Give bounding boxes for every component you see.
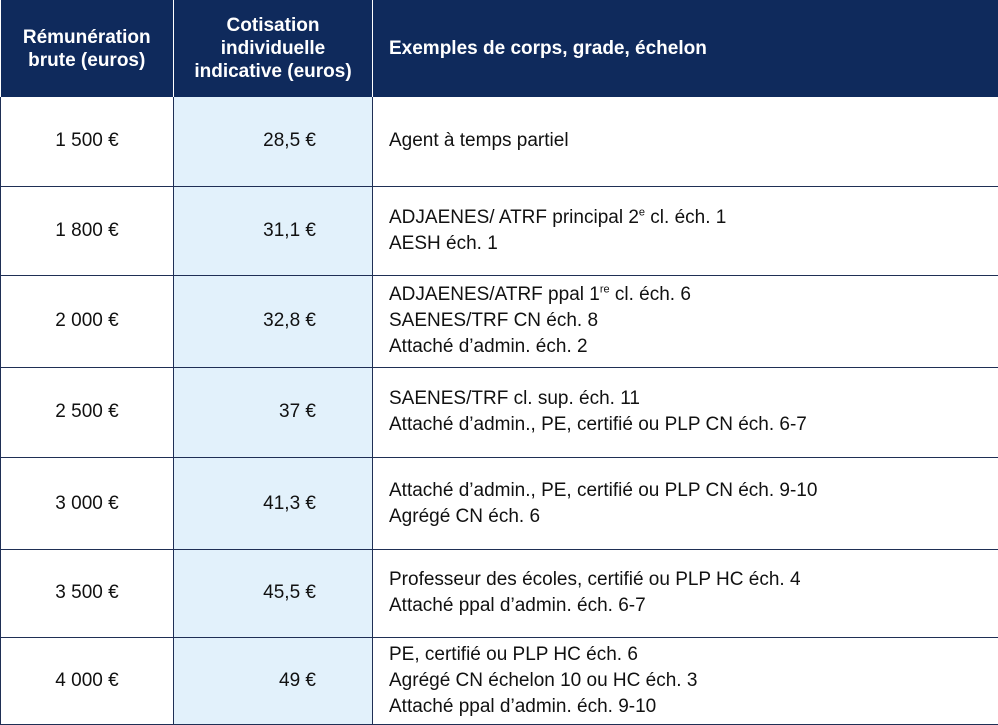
exemple-line — [389, 694, 997, 720]
exemple-text: Agrégé CN échelon 10 ou HC éch. 3 — [389, 669, 698, 691]
exemple-line — [389, 308, 997, 334]
exemple-line — [389, 412, 997, 438]
cell-remuneration: 1 500 € — [1, 97, 174, 186]
cell-remuneration: 4 000 € — [1, 637, 174, 724]
table-row — [1, 97, 998, 186]
header-line: Rémunération — [22, 26, 151, 48]
cell-exemples — [373, 276, 998, 367]
exemple-text: AESH éch. 1 — [389, 233, 498, 255]
exemple-text: ADJAENES/ATRF ppal 1 — [389, 284, 600, 306]
header-row — [1, 0, 998, 97]
cell-cotisation: 28,5 € — [174, 97, 373, 186]
cell-cotisation: 45,5 € — [174, 550, 373, 637]
header-line: individuelle — [220, 38, 326, 59]
cell-cotisation: 49 € — [174, 637, 373, 724]
exemple-text: Agent à temps partiel — [389, 130, 569, 152]
exemple-line — [389, 205, 997, 231]
exemple-text: Attaché d’admin., PE, certifié ou PLP CN éch. 6-7 — [389, 414, 807, 436]
ordinal-suffix: e — [638, 206, 646, 219]
cell-exemples — [373, 186, 998, 275]
exemple-line — [389, 567, 997, 593]
cell-exemples — [373, 97, 998, 186]
table-row — [1, 637, 998, 724]
exemple-text: Attaché ppal d’admin. éch. 6-7 — [389, 595, 646, 617]
cell-remuneration: 2 000 € — [1, 276, 174, 367]
header-exemples: Exemples de corps, grade, échelon — [373, 0, 998, 97]
exemple-line — [389, 642, 997, 668]
cell-cotisation: 32,8 € — [174, 276, 373, 367]
table-row — [1, 457, 998, 549]
exemple-text: Attaché d’admin. éch. 2 — [389, 336, 588, 358]
cell-cotisation: 37 € — [174, 367, 373, 457]
exemple-text: Attaché ppal d’admin. éch. 9-10 — [389, 695, 657, 717]
exemple-line — [389, 282, 997, 308]
cell-remuneration: 1 800 € — [1, 186, 174, 275]
exemple-line — [389, 334, 997, 360]
exemple-line — [389, 386, 997, 412]
ordinal-suffix: re — [599, 284, 610, 297]
header-line: Cotisation — [226, 15, 320, 36]
exemple-text: Attaché d’admin., PE, certifié ou PLP CN éch. 9-10 — [389, 479, 818, 501]
exemple-text: Professeur des écoles, certifié ou PLP HC éch. 4 — [389, 569, 801, 591]
exemple-text: cl. éch. 1 — [645, 207, 727, 229]
exemple-line — [389, 668, 997, 694]
exemple-line — [389, 504, 997, 530]
cell-remuneration: 3 000 € — [1, 457, 174, 549]
table-row — [1, 550, 998, 637]
exemple-line — [389, 478, 997, 504]
cell-cotisation: 31,1 € — [174, 186, 373, 275]
cell-remuneration: 2 500 € — [1, 367, 174, 457]
exemple-line — [389, 593, 997, 619]
table-row — [1, 367, 998, 457]
exemple-text: cl. éch. 6 — [609, 284, 691, 306]
cell-exemples — [373, 367, 998, 457]
exemple-text: SAENES/TRF cl. sup. éch. 11 — [389, 388, 640, 410]
cell-cotisation: 41,3 € — [174, 457, 373, 549]
header-cotisation — [174, 0, 373, 97]
exemple-text: PE, certifié ou PLP HC éch. 6 — [389, 643, 638, 665]
exemple-text: Agrégé CN éch. 6 — [389, 505, 541, 527]
table-header — [1, 0, 998, 97]
header-remuneration — [1, 0, 174, 97]
cell-exemples — [373, 457, 998, 549]
exemple-line — [389, 128, 997, 154]
table-body — [1, 97, 998, 725]
exemple-text: ADJAENES/ ATRF principal 2 — [389, 207, 639, 229]
header-line: brute (euros) — [28, 49, 146, 71]
table-row — [1, 186, 998, 275]
cell-exemples — [373, 637, 998, 724]
header-line: indicative (euros) — [194, 61, 352, 82]
cell-remuneration: 3 500 € — [1, 550, 174, 637]
exemple-line — [389, 231, 997, 257]
table-row — [1, 276, 998, 367]
cell-exemples — [373, 550, 998, 637]
exemple-text: SAENES/TRF CN éch. 8 — [389, 310, 599, 332]
